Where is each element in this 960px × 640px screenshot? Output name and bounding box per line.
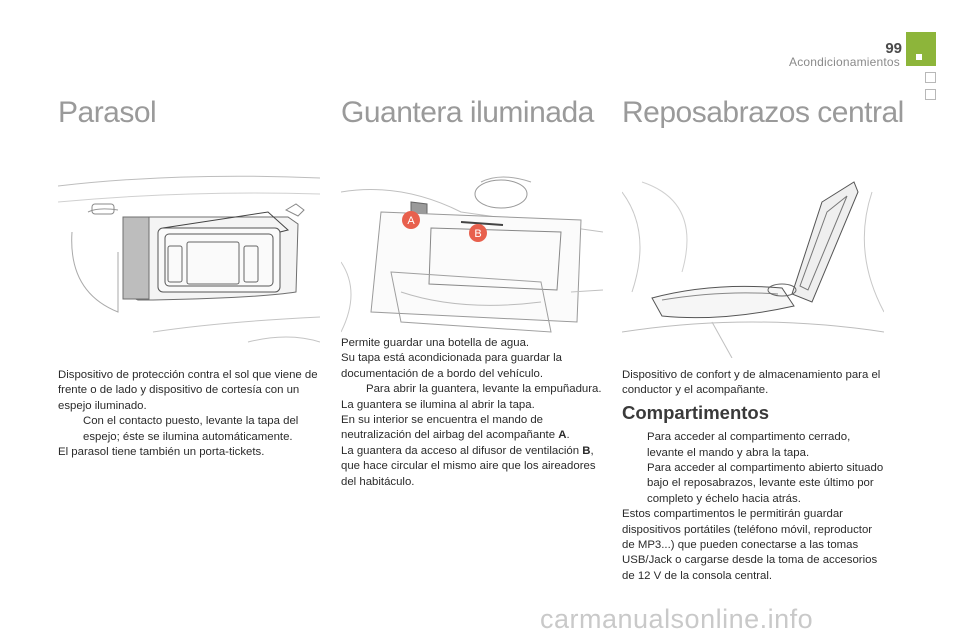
reposabrazos-bullet-2 <box>622 461 884 507</box>
airbag-text: En su interior se encuentra el mando de neutralización del airbag del acompañante <box>341 414 559 442</box>
reposabrazos-bullet-2-text: Para acceder al compartimento abierto situado bajo el reposabrazos, levante este último por completo y échelo hacia atrás. <box>647 462 884 505</box>
reposabrazos-bullet-1 <box>622 430 884 461</box>
tab-marker-icon <box>916 54 922 60</box>
guantera-light: La guantera se ilumina al abrir la tapa. <box>341 398 535 411</box>
heading-guantera: Guantera iluminada <box>341 96 594 129</box>
reposabrazos-text <box>622 368 884 584</box>
vent-text-1: La guantera da acceso al difusor de ventilación <box>341 444 583 457</box>
armrest-illustration <box>622 172 884 358</box>
guantera-airbag <box>341 413 603 444</box>
sun-visor-illustration <box>58 172 320 358</box>
guantera-line-2: Su tapa está acondicionada para guardar la documentación de a bordo del vehículo. <box>341 352 563 380</box>
watermark: carmanualsonline.info <box>540 604 814 634</box>
parasol-intro: Dispositivo de protección contra el sol que viene de frente o de lado y dispositivo de cortesía con un espejo iluminado. <box>58 369 318 412</box>
section-tab <box>906 32 936 66</box>
airbag-end: . <box>566 429 570 442</box>
compartimentos-heading: Compartimentos <box>622 401 769 423</box>
guantera-vent <box>341 444 603 490</box>
page-number: 99 <box>885 40 902 57</box>
airbag-label-a: A <box>558 429 567 442</box>
guantera-bullet <box>341 382 603 397</box>
guantera-line-1: Permite guardar una botella de agua. <box>341 337 530 349</box>
parasol-outro: El parasol tiene también un porta-tickets. <box>58 446 265 459</box>
label-a: A <box>407 215 415 227</box>
tab-square-icon <box>925 72 936 83</box>
guantera-bullet-text: Para abrir la guantera, levante la empuñadura. <box>366 383 602 396</box>
vent-label-b: B <box>582 444 591 457</box>
reposabrazos-intro: Dispositivo de confort y de almacenamiento para el conductor y el acompañante. <box>622 369 881 397</box>
guantera-text <box>341 336 603 490</box>
parasol-bullet <box>58 414 320 445</box>
tab-square-icon <box>925 89 936 100</box>
glove-box-illustration <box>341 172 603 358</box>
heading-parasol: Parasol <box>58 96 157 129</box>
vent-text-2: , que hace circular el mismo aire que los aireadores del habitáculo. <box>341 444 596 488</box>
parasol-text <box>58 368 320 460</box>
reposabrazos-outro: Estos compartimentos le permitirán guardar dispositivos portátiles (teléfono móvil, reproductor de MP3...) que pueden conectarse a las tomas USB/Jack o cargarse desde la toma de accesorios de 12 V de la consola central. <box>622 508 878 582</box>
heading-reposabrazos: Reposabrazos central <box>622 96 904 129</box>
label-b: B <box>474 228 482 240</box>
reposabrazos-bullet-1-text: Para acceder al compartimento cerrado, levante el mando y abra la tapa. <box>647 431 851 459</box>
parasol-bullet-text: Con el contacto puesto, levante la tapa del espejo; éste se ilumina automáticamente. <box>83 415 299 443</box>
section-title: Acondicionamientos <box>789 55 900 69</box>
